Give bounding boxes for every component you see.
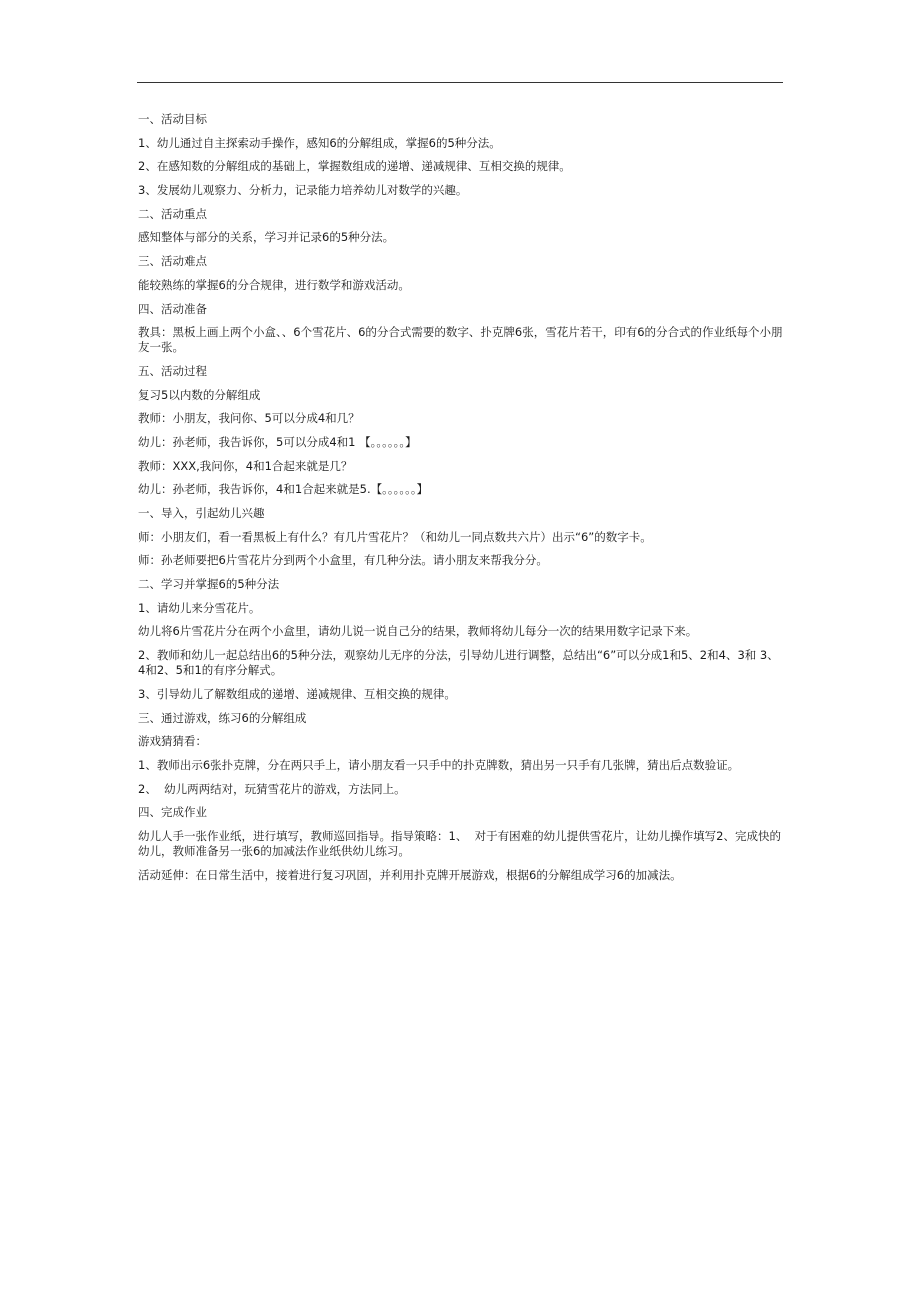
paragraph: 教具：黑板上画上两个小盒、、6个雪花片、6的分合式需要的数字、扑克牌6张，雪花片若干，印有6的分合式的作业纸每个小朋友一张。 [138,325,783,355]
paragraph: 2、教师和幼儿一起总结出6的5种分法，观察幼儿无序的分法，引导幼儿进行调整，总结出“6”可以分成1和5、2和4、3和 3、4和2、5和1的有序分解式。 [138,648,779,678]
subsection-heading: 三、通过游戏，练习6的分解组成 [138,710,307,725]
paragraph: 2、在感知数的分解组成的基础上，掌握数组成的递增、递减规律、互相交换的规律。 [138,159,571,174]
section-heading-difficulty: 三、活动难点 [138,254,207,269]
dialogue-line: 幼儿：孙老师，我告诉你，5可以分成4和1 【。。。。。。】 [138,434,417,449]
paragraph: 感知整体与部分的关系，学习并记录6的5种分法。 [138,230,395,245]
paragraph: 幼儿人手一张作业纸，进行填写，教师巡回指导。指导策略：1、 对于有困难的幼儿提供雪花片，让幼儿操作填写2、完成快的幼儿，教师准备另一张6的加减法作业纸供幼儿练习。 [138,828,781,858]
section-heading-goals: 一、活动目标 [138,112,207,126]
paragraph: 3、引导幼儿了解数组成的递增、递减规律、互相交换的规律。 [138,686,456,701]
dialogue-line: 教师：XXX,我问你，4和1合起来就是几？ [138,458,353,473]
paragraph: 师：孙老师要把6片雪花片分到两个小盒里，有几种分法。请小朋友来帮我分分。 [138,553,548,568]
paragraph: 能较熟练的掌握6的分合规律，进行数学和游戏活动。 [138,277,410,292]
paragraph: 1、请幼儿来分雪花片。 [138,600,261,615]
paragraph: 复习5以内数的分解组成 [138,387,261,402]
subsection-heading: 四、完成作业 [138,805,207,820]
dialogue-line: 教师：小朋友，我问你、5可以分成4和几？ [138,411,360,426]
header-rule [137,82,783,83]
paragraph: 幼儿将6片雪花片分在两个小盒里，请幼儿说一说自己分的结果，教师将幼儿每分一次的结果用数字记录下来。 [138,624,698,639]
paragraph: 1、教师出示6张扑克牌，分在两只手上，请小朋友看一只手中的扑克牌数，猜出另一只手有几张牌，猜出后点数验证。 [138,757,740,772]
subsection-heading: 一、导入，引起幼儿兴趣 [138,506,265,520]
paragraph: 游戏猜猜看： [138,734,207,749]
section-heading-preparation: 四、活动准备 [138,301,207,316]
subsection-heading: 二、学习并掌握6的5种分法 [138,577,280,592]
paragraph: 师：小朋友们，看一看黑板上有什么？有几片雪花片？（和幼儿一同点数共六片）出示“6”的数字卡。 [138,529,652,544]
paragraph: 2、 幼儿两两结对，玩猜雪花片的游戏，方法同上。 [138,781,406,796]
paragraph: 活动延伸：在日常生活中，接着进行复习巩固，并利用扑克牌开展游戏，根据6的分解组成学习6的加减法。 [138,867,682,882]
section-heading-focus: 二、活动重点 [138,206,207,221]
paragraph: 3、发展幼儿观察力、分析力，记录能力培养幼儿对数学的兴趣。 [138,183,468,198]
dialogue-line: 幼儿：孙老师，我告诉你，4和1合起来就是5.【。。。。。。】 [138,482,429,497]
document-body [138,112,783,891]
section-heading-process: 五、活动过程 [138,363,207,378]
paragraph: 1、幼儿通过自主探索动手操作，感知6的分解组成，掌握6的5种分法。 [138,135,501,150]
